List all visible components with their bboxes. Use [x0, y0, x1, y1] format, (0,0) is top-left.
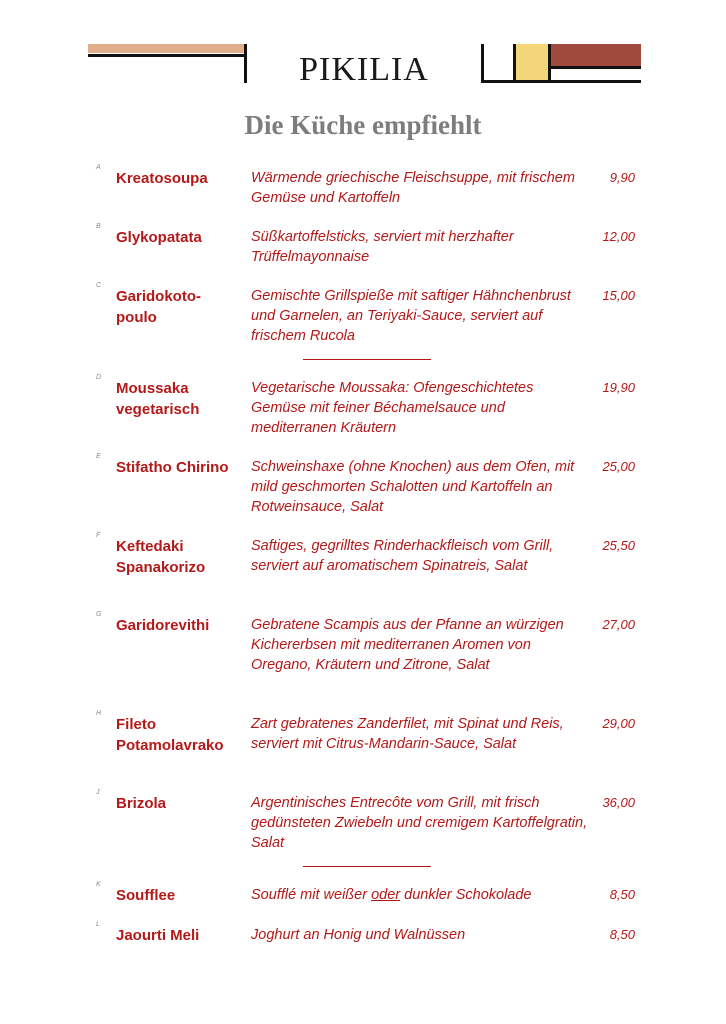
- section-divider: [303, 866, 431, 867]
- item-description: Gemischte Grillspieße mit saftiger Hähnchenbrust und Garnelen, an Teriyaki-Sauce, serviert auf frischem Rucola: [251, 288, 571, 344]
- header-banner: [0, 0, 726, 100]
- item-price: 15,00: [602, 288, 635, 303]
- item-description: Saftiges, gegrilltes Rinderhackfleisch vom Grill, serviert auf aromatischem Spinatreis, Salat: [251, 538, 554, 574]
- item-code: J: [96, 789, 100, 796]
- item-name: Stifatho Chirino: [116, 459, 229, 476]
- logo-text: PIKILIA: [299, 51, 429, 88]
- item-description: Zart gebratenes Zanderfilet, mit Spinat und Reis, serviert mit Citrus-Mandarin-Sauce, Salat: [251, 716, 564, 752]
- item-price: 19,90: [602, 380, 635, 395]
- item-name: Fileto Potamolavrako: [116, 716, 224, 754]
- item-description: [251, 885, 591, 905]
- item-code: D: [96, 374, 102, 381]
- item-code: E: [96, 453, 101, 460]
- decor-line: [88, 54, 246, 57]
- desc-part: dunkler Schokolade: [400, 887, 532, 903]
- section-divider: [303, 359, 431, 360]
- item-name: Brizola: [116, 795, 167, 812]
- item-name: Soufflee: [116, 887, 176, 904]
- decor-line: [551, 66, 641, 69]
- desc-underlined-word: oder: [371, 887, 401, 903]
- item-price: 12,00: [602, 229, 635, 244]
- item-price: 27,00: [602, 617, 635, 632]
- item-description: Schweinshaxe (ohne Knochen) aus dem Ofen, mit mild geschmorten Schalotten und Kartoffeln an Rotweinsauce, Salat: [251, 459, 575, 515]
- item-code: K: [96, 881, 101, 888]
- item-description: Joghurt an Honig und Walnüssen: [251, 927, 466, 943]
- desc-part: Soufflé mit weißer: [251, 887, 372, 903]
- item-name: Garidokoto-poulo: [116, 288, 201, 326]
- item-price: 8,50: [609, 887, 635, 902]
- item-price: 36,00: [602, 795, 635, 810]
- item-description: Süßkartoffelsticks, serviert mit herzhafter Trüffelmayonnaise: [251, 229, 514, 265]
- decor-mondrian-blocks: [481, 44, 641, 86]
- item-name: Jaourti Meli: [116, 927, 200, 944]
- item-name: Moussaka vegetarisch: [116, 380, 200, 418]
- decor-line: [244, 44, 247, 83]
- logo: [248, 44, 480, 88]
- item-code: C: [96, 282, 102, 289]
- item-code: H: [96, 710, 102, 717]
- item-name: Kreatosoupa: [116, 170, 208, 187]
- item-code: B: [96, 223, 101, 230]
- item-code: L: [96, 921, 100, 928]
- decor-peach-bar: [88, 44, 246, 53]
- item-name: Glykopatata: [116, 229, 202, 246]
- item-description: Gebratene Scampis aus der Pfanne an würzigen Kichererbsen mit mediterranen Aromen von Oregano, Kräutern und Zitrone, Salat: [251, 617, 564, 673]
- decor-brown-block: [551, 44, 641, 66]
- item-name: Garidorevithi: [116, 617, 210, 634]
- item-description: Argentinisches Entrecôte vom Grill, mit frisch gedünsteten Zwiebeln und cremigem Kartoffelgratin, Salat: [251, 795, 588, 851]
- item-price: 29,00: [602, 716, 635, 731]
- item-code: A: [96, 164, 101, 171]
- decor-line: [481, 44, 484, 82]
- item-description: Wärmende griechische Fleischsuppe, mit frischem Gemüse und Kartoffeln: [251, 170, 575, 206]
- item-price: 25,00: [602, 459, 635, 474]
- item-name: Keftedaki Spanakorizo: [116, 538, 206, 576]
- item-price: 8,50: [609, 927, 635, 942]
- item-price: 25,50: [602, 538, 635, 553]
- item-code: F: [96, 532, 101, 539]
- item-description: Vegetarische Moussaka: Ofengeschichtetes Gemüse mit feiner Béchamelsauce und mediterranen Kräutern: [251, 380, 534, 436]
- item-price: 9,90: [609, 170, 635, 185]
- decor-yellow-block: [516, 44, 548, 80]
- item-code: G: [96, 611, 102, 618]
- decor-line: [481, 80, 641, 83]
- page-title: Die Küche empfiehlt: [244, 110, 482, 140]
